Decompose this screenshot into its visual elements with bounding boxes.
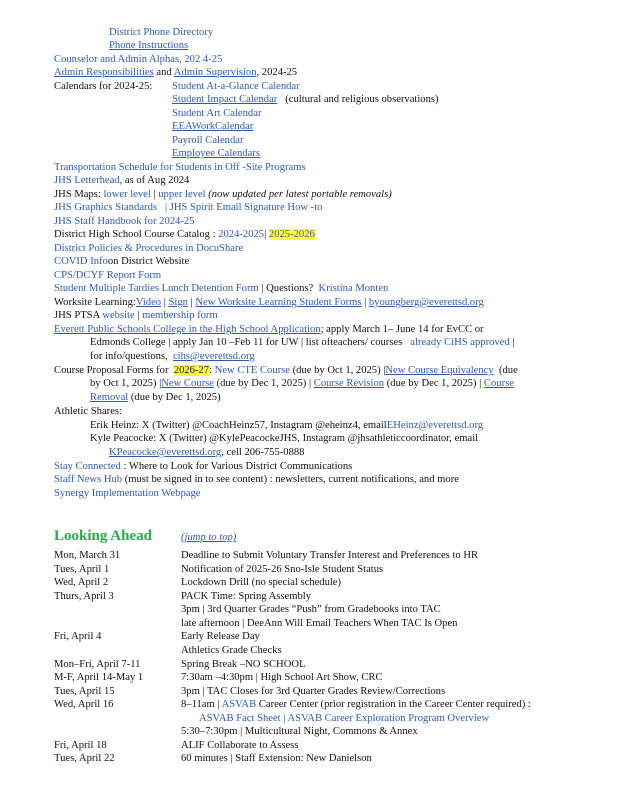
asvab-links-line — [199, 712, 489, 725]
course-proposal-line3 — [90, 391, 221, 404]
course-proposal-line: Course Proposal Forms for 2026-27: New CTE Course (due by Oct 1, 2025) |New Course Equivalency (due — [54, 365, 518, 376]
new-worksite-forms-link[interactable]: New Worksite Learning Student Forms — [195, 297, 362, 308]
asvab-time: 8–11am | — [181, 699, 220, 710]
event-date: Tues, April 1 — [54, 564, 110, 575]
covid-tail: on District Website — [107, 256, 190, 267]
handbook-link[interactable]: JHS Staff Handbook for 2024-25 — [54, 216, 195, 227]
stay-connected-link[interactable]: Stay Connected — [54, 461, 121, 472]
calendars-label: Calendars for 2024-25: — [54, 81, 153, 92]
worksite-line: Worksite Learning:Video | Sign | New Worksite Learning Student Forms | byoungberg@everettsd.org — [54, 297, 484, 308]
graphics-line: JHS Graphics Standards | JHS Spirit Email Signature How -to — [54, 202, 323, 213]
event-date: Thurs, April 3 — [54, 591, 114, 602]
letterhead-note: , as of Aug 2024 — [119, 175, 190, 186]
cp-equiv-date: by Oct 1, 2025) | — [90, 378, 162, 389]
staff-news-line — [54, 473, 459, 486]
course-removal-link[interactable]: Removal — [90, 392, 129, 403]
cp-label: Course Proposal Forms for — [54, 365, 169, 376]
event-text: Athletics Grade Checks — [181, 645, 282, 656]
looking-ahead-title: Looking Ahead — [54, 528, 152, 544]
transport-link[interactable]: Transportation Schedule for Students in Off -Site Programs — [54, 162, 306, 173]
kyle-email-line — [109, 446, 304, 459]
phone-directory-link[interactable]: District Phone Directory — [109, 27, 214, 38]
cihs-email-link[interactable]: cihs@everettsd.org — [172, 351, 255, 362]
letterhead-link[interactable]: JHS Letterhead — [54, 175, 120, 186]
event-date: Wed, April 16 — [54, 699, 114, 710]
cps-link[interactable]: CPS/DCYF Report Form — [54, 270, 162, 281]
asvab-link[interactable]: ASVAB — [221, 699, 257, 710]
cal-payroll-link[interactable]: Payroll Calendar — [172, 135, 244, 146]
cp-new-due: (due by Oct 1, 2025) | — [292, 365, 386, 376]
course-revision-link[interactable]: Course Revision — [313, 378, 385, 389]
maps-note: (now updated per latest portable removals) — [208, 189, 392, 200]
byoungberg-email-link[interactable]: byoungberg@everettsd.org — [368, 297, 484, 308]
event-text: 3pm | 3rd Quarter Grades “Push” from Gradebooks into TAC — [181, 604, 441, 615]
and-text: and — [156, 67, 172, 78]
event-date: Fri, April 18 — [54, 740, 107, 751]
cal-glance-link[interactable]: Student At-a-Glance Calendar — [172, 81, 300, 92]
eps-college-link[interactable]: Everett Public Schools College in the High School Application — [54, 324, 321, 335]
asvab-separator: | — [283, 713, 286, 724]
asvab-line — [181, 698, 531, 711]
admin-line — [54, 66, 297, 79]
eps-line2: Edmonds College | apply Jan 10 –Feb 11 for UW | list ofteachers/ courses already CiHS approved | — [90, 337, 515, 348]
new-course-link[interactable]: New Course — [161, 378, 214, 389]
eps-dates: Edmonds College | apply Jan 10 –Feb 11 for UW | list ofteachers/ courses — [90, 337, 403, 348]
tardies-line — [54, 282, 388, 295]
event-text: Deadline to Submit Voluntary Transfer Interest and Preferences to HR — [181, 550, 479, 561]
event-date: M-F, April 14-May 1 — [54, 672, 144, 683]
staff-news-tail: (must be signed in to see content) : newsletters, current notifications, and more — [124, 474, 459, 485]
cp-year: 2026-27 — [173, 365, 210, 376]
kyle-cell: , cell 206-755-0888 — [221, 447, 305, 458]
covid-line — [54, 255, 189, 268]
course-link[interactable]: Course — [483, 378, 514, 389]
event-text: 3pm | TAC Closes for 3rd Quarter Grades Review/Corrections — [181, 686, 446, 697]
cp-newcourse-due: (due by Dec 1, 2025) | — [216, 378, 312, 389]
cal-impact-line — [172, 93, 439, 106]
policies-link[interactable]: District Policies & Procedures in DocuShare — [54, 243, 244, 254]
erik-email-link[interactable]: EHeinz@everettsd.org — [386, 420, 484, 431]
cal-eea-link[interactable]: EEAWorkCalendar — [172, 121, 254, 132]
ptsa-label: JHS PTSA — [54, 310, 100, 321]
covid-link[interactable]: COVID Info — [54, 256, 108, 267]
event-text: 5:30–7:30pm | Multicultural Night, Commons & Annex — [181, 726, 418, 737]
maps-label: JHS Maps: — [54, 189, 101, 200]
asvab-note: Career Center (prior registration in the Career Center required) : — [258, 699, 531, 710]
synergy-link[interactable]: Synergy Implementation Webpage — [54, 488, 201, 499]
catalog-line: District High School Course Catalog : 2024-2025| 2025-2026 — [54, 229, 315, 240]
ptsa-line: JHS PTSA website | membership form — [54, 310, 218, 321]
eps-tail: ; apply March 1– June 14 for EvCC or — [320, 324, 484, 335]
cp-removal-due: (due by Dec 1, 2025) — [130, 392, 221, 403]
event-date: Wed, April 2 — [54, 577, 109, 588]
maps-lower-link[interactable]: lower level — [103, 189, 151, 200]
video-link[interactable]: Video — [135, 297, 162, 308]
kyle-line: Kyle Peacocke: X (Twitter) @KylePeacockeJHS, Instagram @jhsathleticcoordinator, email — [90, 433, 479, 444]
cal-art-link[interactable]: Student Art Calendar — [172, 108, 262, 119]
athletic-label: Athletic Shares: — [54, 406, 122, 417]
catalog-2024-link[interactable]: 2024-2025 — [218, 229, 265, 240]
event-text: ALIF Collaborate to Assess — [181, 740, 299, 751]
asvab-fact-sheet-link[interactable]: ASVAB Fact Sheet — [199, 713, 281, 724]
course-equivalency-link[interactable]: New Course Equivalency — [385, 365, 494, 376]
erik-text: Erik Heinz: X (Twitter) @CoachHeinz57, Instagram @eheinz4, email — [90, 420, 387, 431]
asvab-overview-link[interactable]: ASVAB Career Exploration Program Overview — [287, 713, 490, 724]
eps-info: for info/questions, — [90, 351, 168, 362]
cp-revision-due: (due by Dec 1, 2025) | — [386, 378, 482, 389]
event-text: Early Release Day — [181, 631, 260, 642]
event-text: Notification of 2025-26 Sno-Isle Student Status — [181, 564, 384, 575]
erik-line — [90, 419, 483, 432]
admin-year: , 2024-25 — [256, 67, 298, 78]
event-date: Mon, March 31 — [54, 550, 121, 561]
monten-link[interactable]: Kristina Monten — [318, 283, 389, 294]
tardies-link[interactable]: Student Multiple Tardies Lunch Detention Form — [54, 283, 259, 294]
stay-tail: : Where to Look for Various District Communications — [123, 461, 353, 472]
cal-impact-note: (cultural and religious observations) — [285, 94, 439, 105]
jump-to-top-link[interactable]: (jump to top) — [181, 532, 237, 543]
new-cte-course-link[interactable]: New CTE Course — [214, 365, 290, 376]
questions-text: | Questions? — [261, 283, 314, 294]
ptsa-website-link[interactable]: website — [102, 310, 135, 321]
admin-responsibilities-link[interactable]: Admin Responsibilities — [54, 67, 154, 78]
spirit-signature-link[interactable]: JHS Spirit Email Signature How -to — [169, 202, 323, 213]
event-text: Spring Break –NO SCHOOL — [181, 659, 306, 670]
course-proposal-line2 — [90, 377, 514, 390]
event-text: PACK Time: Spring Assembly — [181, 591, 312, 602]
catalog-label: District High School Course Catalog : — [54, 229, 216, 240]
maps-line: JHS Maps: lower level | upper level (now updated per latest portable removals) — [54, 189, 392, 200]
event-text: 60 minutes | Staff Extension: New Danielson — [181, 753, 372, 764]
counselor-alphas-link[interactable]: Counselor and Admin Alphas, 202 4-25 — [54, 54, 223, 65]
ptsa-form-link[interactable]: membership form — [142, 310, 218, 321]
eps-college-line — [54, 323, 484, 336]
cal-employee-link[interactable]: Employee Calendars — [172, 148, 260, 159]
letterhead-line — [54, 174, 189, 187]
worksite-label: Worksite Learning: — [54, 297, 136, 308]
phone-instructions-link[interactable]: Phone Instructions — [109, 40, 189, 51]
event-date: Fri, April 4 — [54, 631, 102, 642]
stay-connected-line — [54, 460, 352, 473]
sign-link[interactable]: Sign — [168, 297, 188, 308]
maps-upper-link[interactable]: upper level — [158, 189, 206, 200]
event-date: Tues, April 15 — [54, 686, 115, 697]
event-date: Mon–Fri, April 7-11 — [54, 659, 141, 670]
admin-supervision-link[interactable]: Admin Supervision — [173, 67, 257, 78]
catalog-2025-link[interactable]: 2025-2026 — [268, 229, 315, 240]
cp-equiv-due: (due — [498, 365, 518, 376]
cal-impact-link[interactable]: Student Impact Calendar — [172, 94, 278, 105]
eps-line3 — [90, 350, 255, 363]
graphics-link[interactable]: JHS Graphics Standards — [54, 202, 157, 213]
kyle-email-link[interactable]: KPeacocke@everettsd.org — [109, 447, 222, 458]
event-text: late afternoon | DeeAnn Will Email Teachers When TAC Is Open — [181, 618, 458, 629]
staff-news-link[interactable]: Staff News Hub — [54, 474, 123, 485]
cihs-approved-link[interactable]: already CiHS approved — [410, 337, 510, 348]
event-date: Tues, April 22 — [54, 753, 115, 764]
event-text: 7:30am –4:30pm | High School Art Show, CRC — [181, 672, 383, 683]
event-text: Lockdown Drill (no special schedule) — [181, 577, 342, 588]
